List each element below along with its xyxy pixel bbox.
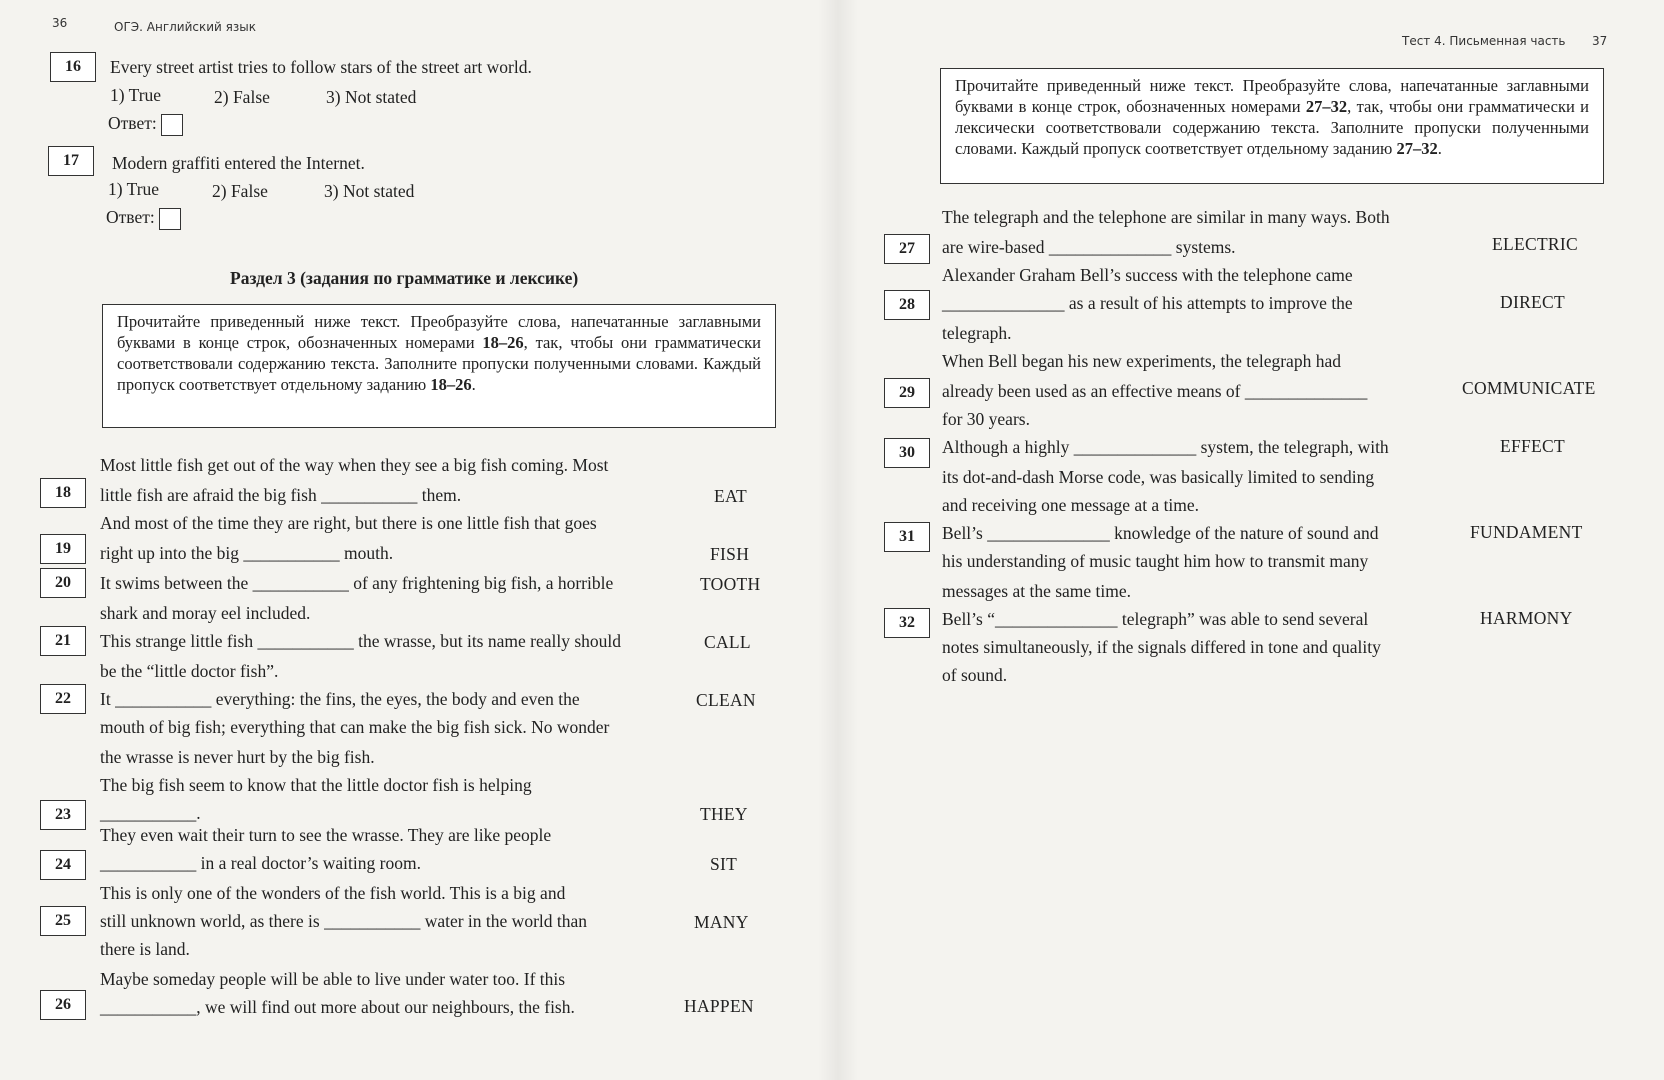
- text-line: When Bell began his new experiments, the telegraph had: [942, 351, 1341, 371]
- task-number-30: 30: [884, 438, 930, 468]
- text-line: little fish are afraid the big fish ___________ them.: [100, 485, 462, 505]
- text-line: mouth of big fish; everything that can make the big fish sick. No wonder: [100, 717, 610, 737]
- text-line: The big fish seem to know that the little doctor fish is helping: [100, 775, 532, 795]
- instruction-text: Прочитайте приведенный ниже текст. Преобразуйте слова, напечатанные заглавными буквами в конце строк, обозначенных номерами: [117, 312, 761, 352]
- text-line: It swims between the ___________ of any frightening big fish, a horrible: [100, 573, 614, 593]
- right-page: [830, 0, 1664, 1080]
- task-number-21: 21: [40, 626, 86, 656]
- instruction-text: .: [1437, 139, 1442, 158]
- text-line: be the “little doctor fish”.: [100, 661, 279, 681]
- text-line: of sound.: [942, 665, 1008, 685]
- keyword-32: HARMONY: [1480, 608, 1573, 628]
- keyword-27: ELECTRIC: [1492, 234, 1579, 254]
- keyword-31: FUNDAMENT: [1470, 522, 1583, 542]
- keyword-25: MANY: [694, 912, 749, 932]
- text-line: notes simultaneously, if the signals differed in tone and quality: [942, 637, 1381, 657]
- text-line: for 30 years.: [942, 409, 1030, 429]
- keyword-19: FISH: [710, 544, 750, 564]
- section-title: Раздел 3 (задания по грамматике и лексике): [230, 268, 579, 288]
- task-number-18: 18: [40, 478, 86, 508]
- task-number-22: 22: [40, 684, 86, 714]
- text-line: are wire-based ______________ systems.: [942, 237, 1236, 257]
- task-17-statement: Modern graffiti entered the Internet.: [112, 153, 365, 173]
- instruction-text: , так, чтобы они грамматически и лексически соответствовали содержанию текста. Заполните пропуски полученными словами. Каждый пропуск соответствует отдельному заданию: [955, 97, 1589, 158]
- task-number-29: 29: [884, 378, 930, 408]
- text-line: and receiving one message at a time.: [942, 495, 1200, 515]
- task-17-option-1[interactable]: 1) True: [108, 179, 160, 199]
- task-number-17: 17: [48, 146, 94, 176]
- text-line: there is land.: [100, 939, 190, 959]
- keyword-26: HAPPEN: [684, 996, 754, 1016]
- page-number-right: 37: [1592, 34, 1608, 48]
- task-17-option-2[interactable]: 2) False: [212, 181, 268, 201]
- text-line: telegraph.: [942, 323, 1012, 343]
- task-number-32: 32: [884, 608, 930, 638]
- text-line: Bell’s ______________ knowledge of the nature of sound and: [942, 523, 1379, 543]
- task-number-31: 31: [884, 522, 930, 552]
- task-number-23: 23: [40, 800, 86, 830]
- keyword-22: CLEAN: [696, 690, 756, 710]
- task-16-option-1[interactable]: 1) True: [110, 85, 162, 105]
- task-17-option-3[interactable]: 3) Not stated: [324, 181, 415, 201]
- text-line: ___________.: [100, 803, 201, 823]
- keyword-24: SIT: [710, 854, 738, 874]
- task-16-option-3[interactable]: 3) Not stated: [326, 87, 417, 107]
- task-16-answer: [108, 112, 183, 136]
- text-line: Alexander Graham Bell’s success with the telephone came: [942, 265, 1353, 285]
- text-line: shark and moray eel included.: [100, 603, 311, 623]
- instruction-box-right: [940, 68, 1604, 184]
- answer-box-16[interactable]: [161, 114, 183, 136]
- instruction-range: 18–26: [482, 333, 524, 352]
- text-line: It ___________ everything: the fins, the eyes, the body and even the: [100, 689, 580, 709]
- text-line: Maybe someday people will be able to live under water too. If this: [100, 969, 566, 989]
- task-number-26: 26: [40, 990, 86, 1020]
- text-line: ___________ in a real doctor’s waiting room.: [100, 853, 421, 873]
- text-line: Bell’s “______________ telegraph” was able to send several: [942, 609, 1369, 629]
- text-line: And most of the time they are right, but there is one little fish that goes: [100, 513, 597, 533]
- text-line: The telegraph and the telephone are similar in many ways. Both: [942, 207, 1390, 227]
- text-line: Although a highly ______________ system, the telegraph, with: [942, 437, 1389, 457]
- running-header-right: Тест 4. Письменная часть: [1402, 34, 1566, 48]
- keyword-21: CALL: [704, 632, 751, 652]
- keyword-20: TOOTH: [700, 574, 761, 594]
- answer-box-17[interactable]: [159, 208, 181, 230]
- answer-label: Ответ:: [108, 113, 157, 133]
- running-header-left: ОГЭ. Английский язык: [114, 20, 256, 34]
- text-line: They even wait their turn to see the wrasse. They are like people: [100, 825, 552, 845]
- task-number-16: 16: [50, 52, 96, 82]
- keyword-29: COMMUNICATE: [1462, 378, 1596, 398]
- text-line: right up into the big ___________ mouth.: [100, 543, 394, 563]
- keyword-30: EFFECT: [1500, 436, 1566, 456]
- page-number-left: 36: [52, 16, 68, 30]
- text-line: the wrasse is never hurt by the big fish.: [100, 747, 375, 767]
- text-line: his understanding of music taught him how to transmit many: [942, 551, 1369, 571]
- text-line: already been used as an effective means of ______________: [942, 381, 1368, 401]
- task-16-statement: Every street artist tries to follow stars of the street art world.: [110, 57, 532, 77]
- answer-label: Ответ:: [106, 207, 155, 227]
- text-line: This strange little fish ___________ the wrasse, but its name really should: [100, 631, 622, 651]
- text-line: ______________ as a result of his attempts to improve the: [942, 293, 1353, 313]
- keyword-23: THEY: [700, 804, 748, 824]
- instruction-text: , так, чтобы они грамматически соответствовали содержанию текста. Заполните пропуски полученными словами. Каждый пропуск соответствует отдельному заданию: [117, 333, 761, 394]
- instruction-range: 27–32: [1396, 139, 1438, 158]
- instruction-text: Прочитайте приведенный ниже текст. Преобразуйте слова, напечатанные заглавными буквами в конце строк, обозначенных номерами: [955, 76, 1589, 116]
- instruction-text: .: [471, 375, 476, 394]
- task-number-19: 19: [40, 534, 86, 564]
- text-line: ___________, we will find out more about our neighbours, the fish.: [100, 997, 575, 1017]
- text-line: still unknown world, as there is ___________ water in the world than: [100, 911, 588, 931]
- keyword-28: DIRECT: [1500, 292, 1565, 312]
- instruction-range: 18–26: [430, 375, 472, 394]
- instruction-range: 27–32: [1305, 97, 1348, 116]
- text-line: This is only one of the wonders of the fish world. This is a big and: [100, 883, 566, 903]
- task-number-27: 27: [884, 234, 930, 264]
- task-number-20: 20: [40, 568, 86, 598]
- task-number-28: 28: [884, 290, 930, 320]
- instruction-box-left: [102, 304, 776, 428]
- task-16-option-2[interactable]: 2) False: [214, 87, 270, 107]
- text-line: its dot-and-dash Morse code, was basically limited to sending: [942, 467, 1375, 487]
- task-17-answer: [106, 206, 181, 230]
- text-line: messages at the same time.: [942, 581, 1132, 601]
- text-line: Most little fish get out of the way when they see a big fish coming. Most: [100, 455, 609, 475]
- task-number-25: 25: [40, 906, 86, 936]
- task-number-24: 24: [40, 850, 86, 880]
- keyword-18: EAT: [714, 486, 747, 506]
- left-page: [0, 0, 830, 1080]
